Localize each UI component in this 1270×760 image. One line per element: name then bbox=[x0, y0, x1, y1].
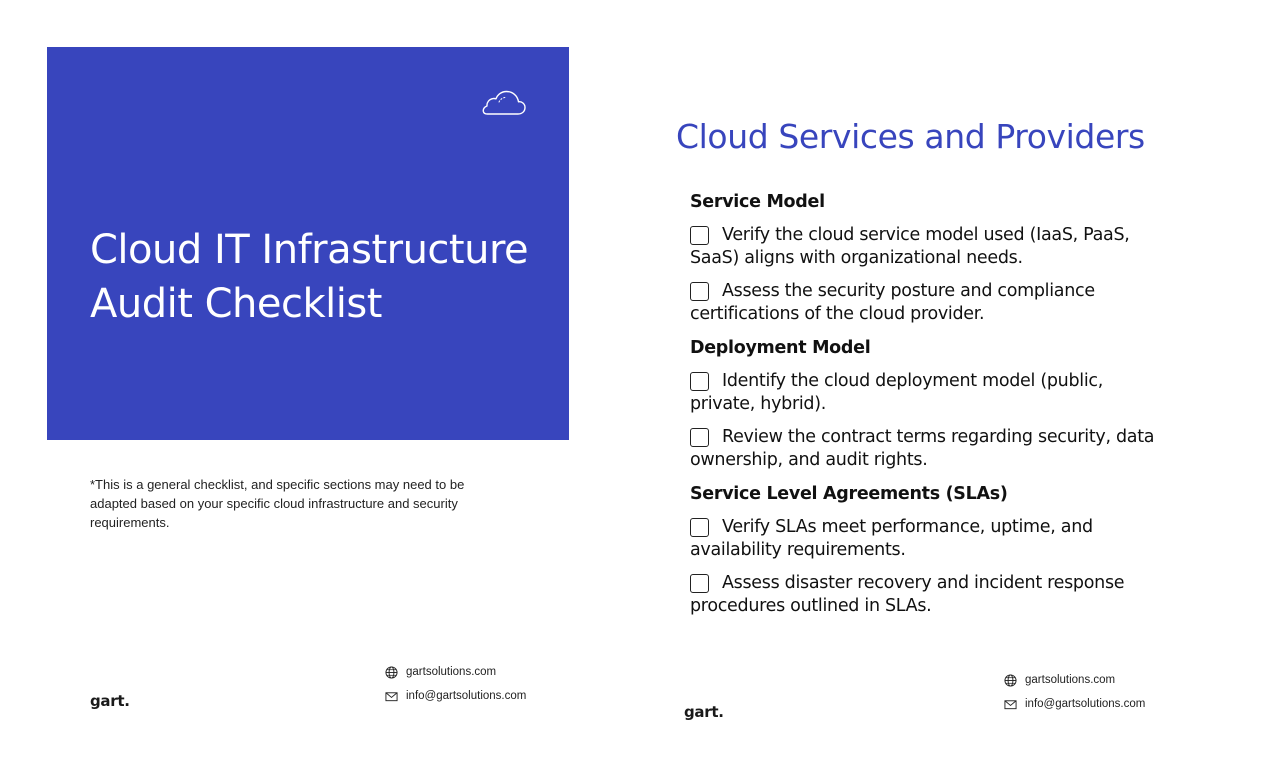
website-row bbox=[385, 664, 526, 680]
cover-title-line-2: Audit Checklist bbox=[90, 281, 382, 327]
checklist-item bbox=[690, 516, 1170, 562]
globe-icon bbox=[1004, 674, 1017, 687]
checklist-item-text: Verify SLAs meet performance, uptime, and availability requirements. bbox=[690, 517, 1093, 560]
group-heading: Service Model bbox=[690, 192, 825, 212]
gart-logo: gart. bbox=[90, 692, 130, 710]
group-heading: Deployment Model bbox=[690, 338, 871, 358]
website-link[interactable]: gartsolutions.com bbox=[406, 666, 497, 678]
checkbox[interactable] bbox=[690, 574, 709, 593]
group-service-model bbox=[690, 190, 1170, 326]
cover-title-line-1: Cloud IT Infrastructure bbox=[90, 227, 529, 273]
email-row bbox=[385, 688, 526, 704]
email-link[interactable]: info@gartsolutions.com bbox=[1025, 698, 1146, 710]
website-link[interactable]: gartsolutions.com bbox=[1025, 674, 1116, 686]
checklist-item-text: Assess the security posture and compliance certifications of the cloud provider. bbox=[690, 281, 1095, 324]
checkbox[interactable] bbox=[690, 428, 709, 447]
checklist-item bbox=[690, 426, 1170, 472]
globe-icon bbox=[385, 666, 398, 679]
email-row bbox=[1004, 696, 1145, 712]
envelope-icon bbox=[385, 690, 398, 703]
checklist-item-text: Identify the cloud deployment model (public, private, hybrid). bbox=[690, 371, 1103, 414]
cover-title bbox=[90, 223, 550, 331]
checkbox[interactable] bbox=[690, 518, 709, 537]
disclaimer-note: *This is a general checklist, and specific sections may need to be adapted based on your specific cloud infrastructure and security requirements. bbox=[90, 477, 465, 530]
contact-block-left bbox=[385, 664, 526, 712]
checklist-item bbox=[690, 370, 1170, 416]
checklist-item-text: Verify the cloud service model used (IaaS, PaaS, SaaS) aligns with organizational needs. bbox=[690, 225, 1130, 268]
section-title: Cloud Services and Providers bbox=[676, 117, 1145, 156]
checklist-item bbox=[690, 280, 1170, 326]
group-heading: Service Level Agreements (SLAs) bbox=[690, 484, 1008, 504]
checklist-item bbox=[690, 572, 1170, 618]
checklist bbox=[690, 190, 1170, 628]
cover-panel bbox=[47, 47, 569, 440]
email-link[interactable]: info@gartsolutions.com bbox=[406, 690, 527, 702]
checkbox[interactable] bbox=[690, 372, 709, 391]
cloud-icon bbox=[481, 87, 527, 119]
checkbox[interactable] bbox=[690, 282, 709, 301]
website-row bbox=[1004, 672, 1145, 688]
checklist-item bbox=[690, 224, 1170, 270]
envelope-icon bbox=[1004, 698, 1017, 711]
checklist-item-text: Review the contract terms regarding security, data ownership, and audit rights. bbox=[690, 427, 1155, 470]
checkbox[interactable] bbox=[690, 226, 709, 245]
contact-block-right bbox=[1004, 672, 1145, 720]
group-slas bbox=[690, 482, 1170, 618]
gart-logo: gart. bbox=[684, 703, 724, 721]
checklist-item-text: Assess disaster recovery and incident response procedures outlined in SLAs. bbox=[690, 573, 1125, 616]
group-deployment-model bbox=[690, 336, 1170, 472]
